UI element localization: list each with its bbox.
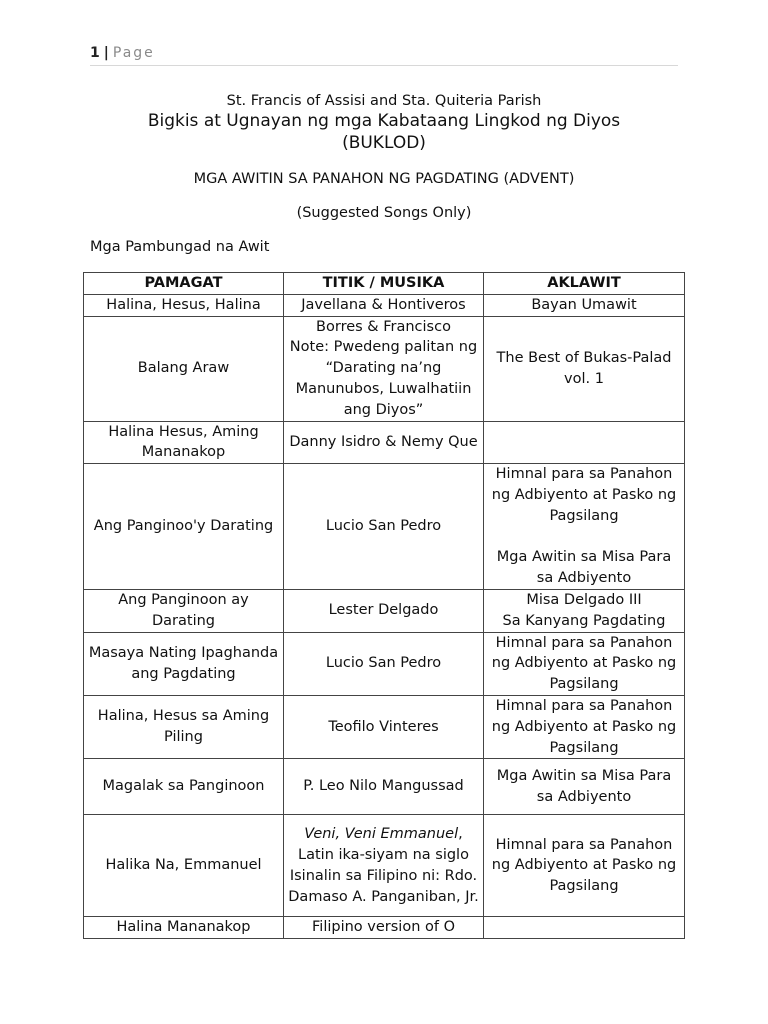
composer-cell: Borres & Francisco Note: Pwedeng palitan ng “Darating na’ng Manunubos, Luwalhatiin ang Diyos” [284, 316, 484, 421]
album-cell: Misa Delgado III Sa Kanyang Pagdating [484, 589, 685, 632]
album-cell: Mga Awitin sa Misa Para sa Adbiyento [484, 759, 685, 815]
composer-cell [284, 815, 484, 917]
composer-cell: Javellana & Hontiveros [284, 294, 484, 316]
song-title-cell: Halina Hesus, Aming Mananakop [84, 421, 284, 464]
song-title-cell: Magalak sa Panginoon [84, 759, 284, 815]
songs-title: MGA AWITIN SA PANAHON NG PAGDATING (ADVENT) [193, 171, 575, 187]
composer-italic-title: Veni, Veni Emmanuel [304, 826, 459, 843]
table-row [84, 917, 685, 939]
header-separator: | [103, 45, 109, 61]
composer-cell: P. Leo Nilo Mangussad [284, 759, 484, 815]
song-title-cell: Halina, Hesus, Halina [84, 294, 284, 316]
song-title-cell: Ang Panginoon ay Darating [84, 589, 284, 632]
suggested-note: (Suggested Songs Only) [296, 205, 472, 221]
table-header-row [84, 273, 685, 295]
album-cell: Himnal para sa Panahon ng Adbiyento at Pasko ng Pagsilang Mga Awitin sa Misa Para sa Adbiyento [484, 464, 685, 590]
organization-title [0, 110, 768, 154]
album-cell: Bayan Umawit [484, 294, 685, 316]
parish-title: St. Francis of Assisi and Sta. Quiteria Parish [226, 93, 542, 109]
table-row [84, 759, 685, 815]
song-title-cell: Halina, Hesus sa Aming Piling [84, 695, 284, 758]
composer-cell: Lucio San Pedro [284, 464, 484, 590]
album-cell: Himnal para sa Panahon ng Adbiyento at Pasko ng Pagsilang [484, 632, 685, 695]
song-title-cell: Halika Na, Emmanuel [84, 815, 284, 917]
organization-name: Bigkis at Ugnayan ng mga Kabataang Lingkod ng Diyos [147, 111, 621, 131]
column-header-composer: TITIK / MUSIKA [284, 273, 484, 295]
song-title-cell: Balang Araw [84, 316, 284, 421]
album-cell [484, 421, 685, 464]
composer-cell: Lucio San Pedro [284, 632, 484, 695]
table-row [84, 421, 685, 464]
composer-details: , Latin ika-siyam na siglo Isinalin sa Filipino ni: Rdo. Damaso A. Panganiban, Jr. [288, 826, 479, 905]
album-cell [484, 917, 685, 939]
song-title-cell: Ang Panginoo'y Darating [84, 464, 284, 590]
table-row [84, 294, 685, 316]
composer-cell: Lester Delgado [284, 589, 484, 632]
album-cell: Himnal para sa Panahon ng Adbiyento at Pasko ng Pagsilang [484, 815, 685, 917]
table-row [84, 632, 685, 695]
page-label: Page [112, 45, 155, 61]
section-heading: Mga Pambungad na Awit [90, 239, 270, 255]
composer-cell: Danny Isidro & Nemy Que [284, 421, 484, 464]
organization-acronym: (BUKLOD) [342, 133, 426, 153]
page-number: 1 [90, 45, 100, 61]
column-header-album: AKLAWIT [484, 273, 685, 295]
table-row [84, 464, 685, 590]
song-title-cell: Masaya Nating Ipaghanda ang Pagdating [84, 632, 284, 695]
table-row [84, 695, 685, 758]
page-header [90, 45, 678, 66]
table-row [84, 589, 685, 632]
table-row [84, 316, 685, 421]
song-title-cell: Halina Mananakop [84, 917, 284, 939]
songs-table [83, 272, 685, 939]
composer-cell: Teofilo Vinteres [284, 695, 484, 758]
composer-cell: Filipino version of O [284, 917, 484, 939]
table-row [84, 815, 685, 917]
column-header-title: PAMAGAT [84, 273, 284, 295]
album-cell: The Best of Bukas-Palad vol. 1 [484, 316, 685, 421]
album-cell: Himnal para sa Panahon ng Adbiyento at Pasko ng Pagsilang [484, 695, 685, 758]
